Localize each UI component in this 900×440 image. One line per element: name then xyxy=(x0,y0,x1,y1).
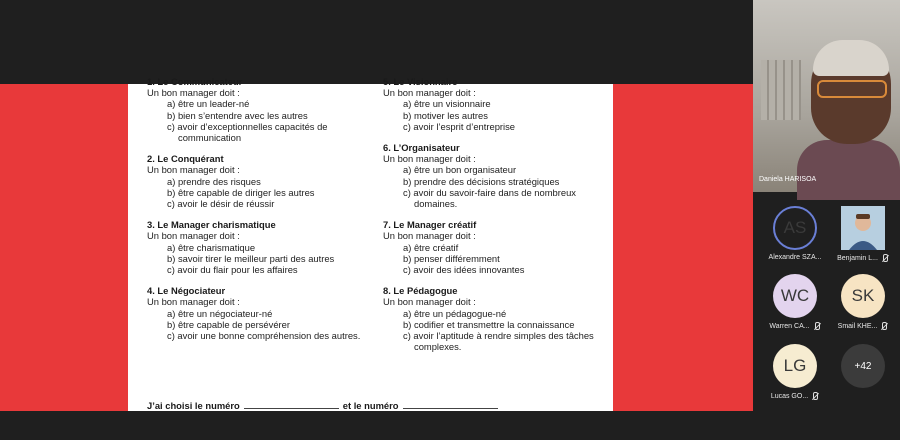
section-item: a) être charismatique xyxy=(167,241,256,253)
manager-profile-section xyxy=(383,219,608,275)
footer-text-1: J’ai choisi le numéro xyxy=(147,400,240,411)
section-item: b) prendre des décisions stratégiques xyxy=(403,175,560,187)
participant-label xyxy=(829,322,897,330)
section-item: b) bien s’entendre avec les autres xyxy=(167,109,308,121)
manager-profile-section xyxy=(147,285,377,341)
participant-label xyxy=(761,392,829,400)
more-participants-tile[interactable] xyxy=(829,344,897,388)
participant-tile[interactable] xyxy=(829,206,897,262)
section-item: b) savoir tirer le meilleur parti des autres xyxy=(167,252,335,264)
footer-blank-1 xyxy=(244,401,339,409)
participant-name: Lucas GO... xyxy=(770,392,809,400)
section-item: b) penser différemment xyxy=(403,252,500,264)
section-title: 3. Le Manager charismatique xyxy=(147,219,276,231)
participant-label xyxy=(829,254,897,262)
participant-tile[interactable] xyxy=(761,274,829,330)
participant-label xyxy=(761,254,829,261)
manager-profile-section xyxy=(383,285,608,352)
participant-name: Smail KHE... xyxy=(837,322,878,330)
section-item: a) être un pédagogue-né xyxy=(403,307,507,319)
document-left-column xyxy=(147,76,377,351)
manager-profile-section xyxy=(147,219,377,275)
mic-muted-icon xyxy=(813,322,821,330)
section-item: a) prendre des risques xyxy=(167,175,261,187)
section-title: 6. L’Organisateur xyxy=(383,142,460,154)
participant-name: Benjamin L... xyxy=(837,254,878,262)
section-intro: Un bon manager doit : xyxy=(383,87,476,99)
footer-text-2: et le numéro xyxy=(342,400,399,411)
section-item: c) avoir une bonne compréhension des autres. xyxy=(167,330,361,342)
section-intro: Un bon manager doit : xyxy=(383,153,476,165)
participant-label xyxy=(761,322,829,330)
footer-blank-2 xyxy=(403,401,498,409)
section-intro: Un bon manager doit : xyxy=(147,164,240,176)
background-window xyxy=(761,60,801,120)
section-intro: Un bon manager doit : xyxy=(383,230,476,242)
participant-avatar: SK xyxy=(841,274,885,318)
participant-name: Alexandre SZA... xyxy=(768,254,822,261)
mic-muted-icon xyxy=(881,254,889,262)
document-footer xyxy=(147,400,502,411)
participant-avatar: WC xyxy=(773,274,817,318)
participant-tile[interactable] xyxy=(761,344,829,400)
section-item: b) être capable de persévérer xyxy=(167,318,290,330)
mic-muted-icon xyxy=(811,392,819,400)
section-item: c) avoir du flair pour les affaires xyxy=(167,264,298,276)
participant-avatar: AS xyxy=(773,206,817,250)
section-item: a) être un bon organisateur xyxy=(403,164,517,176)
section-title: 8. Le Pédagogue xyxy=(383,285,458,297)
manager-profile-section xyxy=(383,76,608,132)
section-intro: Un bon manager doit : xyxy=(147,230,240,242)
manager-profile-section xyxy=(383,142,608,209)
section-item: b) être capable de diriger les autres xyxy=(167,186,315,198)
manager-profile-section xyxy=(147,153,377,209)
speaker-hair xyxy=(813,40,889,76)
section-item: a) être créatif xyxy=(403,241,459,253)
section-intro: Un bon manager doit : xyxy=(147,87,240,99)
section-title: 2. Le Conquérant xyxy=(147,153,224,165)
speaker-video[interactable] xyxy=(753,0,900,192)
shared-document xyxy=(128,76,613,411)
section-intro: Un bon manager doit : xyxy=(147,296,240,308)
section-item: c) avoir du savoir-faire dans de nombreux domaines. xyxy=(403,186,576,210)
speaker-name: Daniela HARISOA xyxy=(759,176,817,183)
section-item: c) avoir l’esprit d’entreprise xyxy=(403,120,516,132)
section-title: 7. Le Manager créatif xyxy=(383,219,477,231)
document-right-column xyxy=(383,76,608,362)
participant-tile[interactable] xyxy=(761,206,829,261)
speaker-body xyxy=(797,140,900,200)
section-item: c) avoir le désir de réussir xyxy=(167,198,275,210)
speaker-glasses xyxy=(817,80,887,98)
section-item: b) codifier et transmettre la connaissance xyxy=(403,318,575,330)
section-title: 4. Le Négociateur xyxy=(147,285,226,297)
person-photo-icon xyxy=(841,206,885,250)
section-title: 1. Le Communicateur xyxy=(147,76,243,87)
section-item: c) avoir l’aptitude à rendre simples des tâches complexes. xyxy=(403,330,594,353)
section-item: c) avoir d’exceptionnelles capacités de communication xyxy=(167,120,328,144)
section-item: a) être un visionnaire xyxy=(403,98,491,110)
section-item: c) avoir des idées innovantes xyxy=(403,264,525,276)
section-title: 5. Le Visionnaire xyxy=(383,76,458,87)
section-item: a) être un négociateur-né xyxy=(167,307,273,319)
section-intro: Un bon manager doit : xyxy=(383,296,476,308)
participant-name: Warren CA... xyxy=(769,322,810,330)
participant-avatar: LG xyxy=(773,344,817,388)
mic-muted-icon xyxy=(880,322,888,330)
manager-profile-section xyxy=(147,76,377,143)
section-item: a) être un leader-né xyxy=(167,98,250,110)
section-item: b) motiver les autres xyxy=(403,109,488,121)
participant-tile[interactable] xyxy=(829,274,897,330)
shared-screen xyxy=(0,76,753,411)
more-participants-button[interactable]: +42 xyxy=(841,344,885,388)
participant-photo xyxy=(841,206,885,250)
